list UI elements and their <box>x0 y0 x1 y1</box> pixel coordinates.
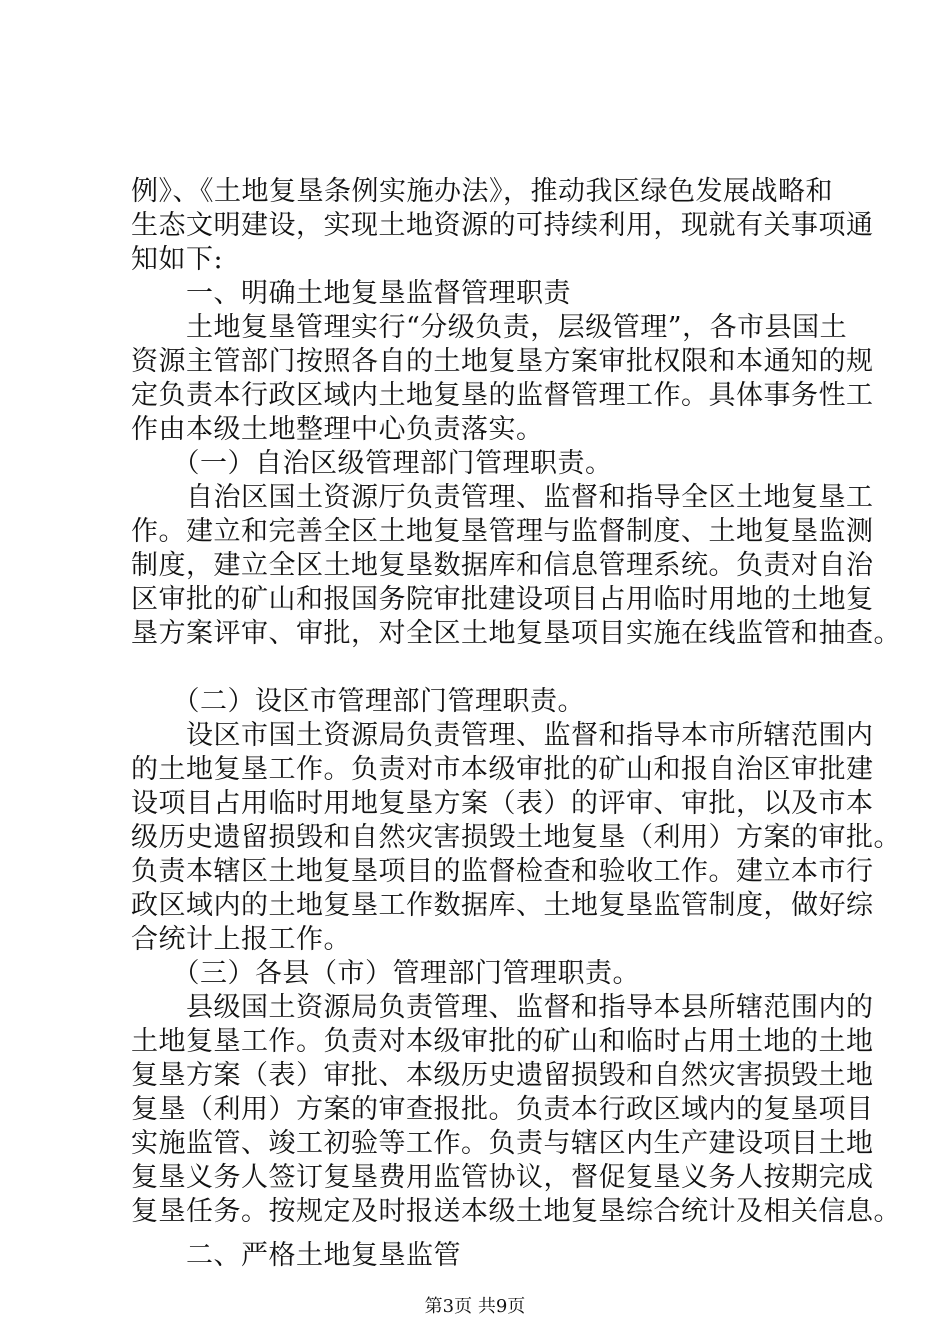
body-line: 复垦方案（表）审批、本级历史遗留损毁和自然灾害损毁土地 <box>131 1060 874 1091</box>
body-line: 设区市国土资源局负责管理、监督和指导本市所辖范围内 <box>131 720 874 751</box>
body-line: 复垦义务人签订复垦费用监管协议，督促复垦义务人按期完成 <box>131 1162 874 1193</box>
subsection-heading: （三）各县（市）管理部门管理职责。 <box>131 958 640 989</box>
body-line: 作。建立和完善全区土地复垦管理与监督制度、土地复垦监测 <box>131 516 874 547</box>
body-line: 的土地复垦工作。负责对市本级审批的矿山和报自治区审批建 <box>131 754 874 785</box>
body-line: 级历史遗留损毁和自然灾害损毁土地复垦（利用）方案的审批。 <box>131 822 901 853</box>
page-number-footer: 第3页 共9页 <box>424 1296 526 1317</box>
body-line: 例》、《土地复垦条例实施办法》，推动我区绿色发展战略和 <box>131 176 833 207</box>
body-line: 生态文明建设，实现土地资源的可持续利用，现就有关事项通 <box>131 210 874 241</box>
body-line: 政区域内的土地复垦工作数据库、土地复垦监管制度，做好综 <box>131 890 874 921</box>
subsection-heading: （一）自治区级管理部门管理职责。 <box>131 448 613 479</box>
body-line: 垦方案评审、审批，对全区土地复垦项目实施在线监管和抽查。 <box>131 618 901 649</box>
body-line: 负责本辖区土地复垦项目的监督检查和验收工作。建立本市行 <box>131 856 874 887</box>
body-line: 复垦任务。按规定及时报送本级土地复垦综合统计及相关信息。 <box>131 1196 901 1227</box>
body-line: 合统计上报工作。 <box>131 924 351 955</box>
subsection-heading: （二）设区市管理部门管理职责。 <box>131 686 585 717</box>
body-line: 资源主管部门按照各自的土地复垦方案审批权限和本通知的规 <box>131 346 874 377</box>
section-heading: 二、严格土地复垦监管 <box>131 1240 461 1271</box>
body-line: 区审批的矿山和报国务院审批建设项目占用临时用地的土地复 <box>131 584 874 615</box>
body-line: 知如下: <box>131 244 224 275</box>
section-heading: 一、明确土地复垦监督管理职责 <box>131 278 571 309</box>
body-line: 自治区国土资源厅负责管理、监督和指导全区土地复垦工 <box>131 482 874 513</box>
body-line: 土地复垦管理实行“分级负责，层级管理”，各市县国土 <box>131 312 848 343</box>
body-line: 实施监管、竣工初验等工作。负责与辖区内生产建设项目土地 <box>131 1128 874 1159</box>
body-line: 设项目占用临时用地复垦方案（表）的评审、审批，以及市本 <box>131 788 874 819</box>
body-line: 作由本级土地整理中心负责落实。 <box>131 414 544 445</box>
body-line: 县级国土资源局负责管理、监督和指导本县所辖范围内的 <box>131 992 874 1023</box>
body-line: 定负责本行政区域内土地复垦的监督管理工作。具体事务性工 <box>131 380 874 411</box>
body-line: 土地复垦工作。负责对本级审批的矿山和临时占用土地的土地 <box>131 1026 874 1057</box>
body-line: 复垦（利用）方案的审查报批。负责本行政区域内的复垦项目 <box>131 1094 874 1125</box>
body-line: 制度，建立全区土地复垦数据库和信息管理系统。负责对自治 <box>131 550 874 581</box>
